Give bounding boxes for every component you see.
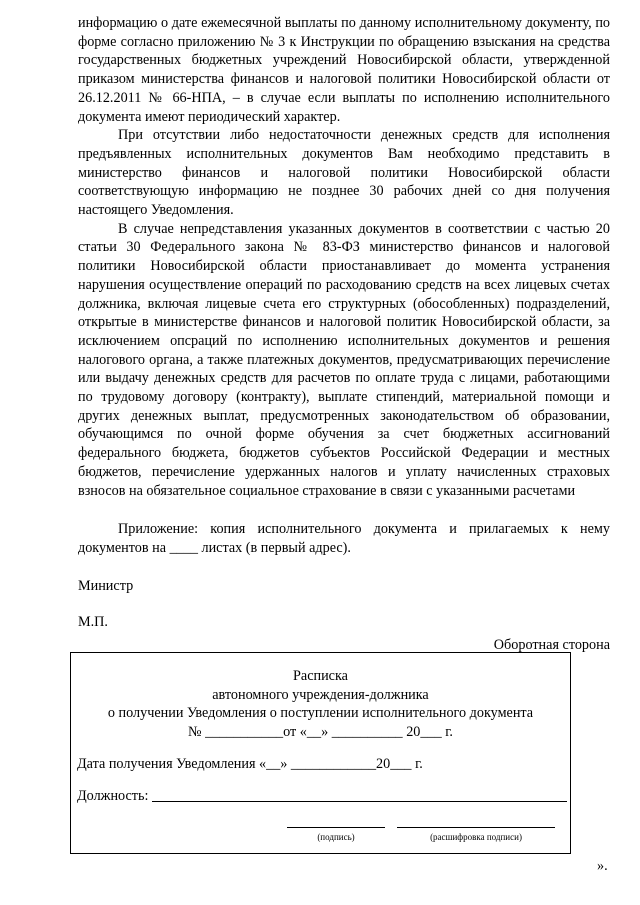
attachment-paragraph: Приложение: копия исполнительного документа и прилагаемых к нему документов на ____ листах (в первый адрес). [78, 521, 610, 556]
paragraph-2: При отсутствии либо недостаточности денежных средств для исполнения предъявленных исполнительных документов Вам необходимо представить в министерство финансов и налоговой политики Новосибирской области соответствующую информацию не позднее 30 рабочих дней со дня получения настоящего Уведомления. [78, 127, 610, 219]
signature-line [287, 827, 385, 828]
position-label: Должность: [77, 788, 149, 804]
closing-quote: ». [597, 858, 608, 874]
receipt-description: о получении Уведомления о поступлении исполнительного документа [107, 705, 534, 721]
signature-caption: (подпись) [317, 832, 355, 842]
receipt-box [70, 652, 571, 854]
position-underline [152, 787, 567, 802]
decoding-caption: (расшифровка подписи) [430, 832, 522, 842]
position-row [77, 787, 567, 805]
receipt-subtitle: автономного учреждения-должника [212, 686, 429, 703]
reverse-side-label: Оборотная сторона [493, 637, 610, 654]
receipt-title: Расписка [293, 668, 348, 684]
receipt-number-line: № ___________от «__» __________ 20___ г. [188, 723, 453, 740]
decoding-line [397, 827, 555, 828]
minister-label: Министр [78, 577, 134, 594]
paragraph-3: В случае непредставления указанных документов в соответствии с частью 20 статьи 30 Федерального закона № 83-ФЗ министерство финансов и налоговой политики Новосибирской области приостанавливает до момента устранения нарушения осуществление операций по расходованию средств на всех лицевых счетах должника, включая лицевые счета его структурных (обособленных) подразделений, открытые в министерстве финансов и налоговой политик Новосибирской области, за исключением опсраций по исполнению исполнительных документов и решения налогового органа, а также платежных документов, предусматривающих перечисление или выдачу денежных средств для расчетов по оплате труда с лицами, работающими по трудовому договору (контракту), выплате стипендий, материальной помощи и других денежных выплат, предусмотренных законодательством об образовании, обучающимся по очной форме обучения за счет бюджетных ассигнований федерального бюджета, бюджетов субъектов Российской Федерации и местных бюджетов, перечисление удержанных налогов и уплату начисленных страховых взносов на обязательное социальное страхование в связи с указанными расчетами [78, 220, 610, 499]
stamp-label: М.П. [78, 614, 108, 631]
document-body [78, 14, 610, 655]
paragraph-1: информацию о дате ежемесячной выплаты по данному исполнительному документу, по форме согласно приложению № 3 к Инструкции по обращению взыскания на средства государственных бюджетных учреждений Новосибирской области, утвержденной приказом министерства финансов и налоговой политики Новосибирской области от 26.12.2011 № 66-НПА, – в случае если выплаты по исполнению исполнительного документа имеют периодический характер. [78, 15, 610, 125]
date-received-line: Дата получения Уведомления «__» ____________20___ г. [77, 756, 423, 772]
